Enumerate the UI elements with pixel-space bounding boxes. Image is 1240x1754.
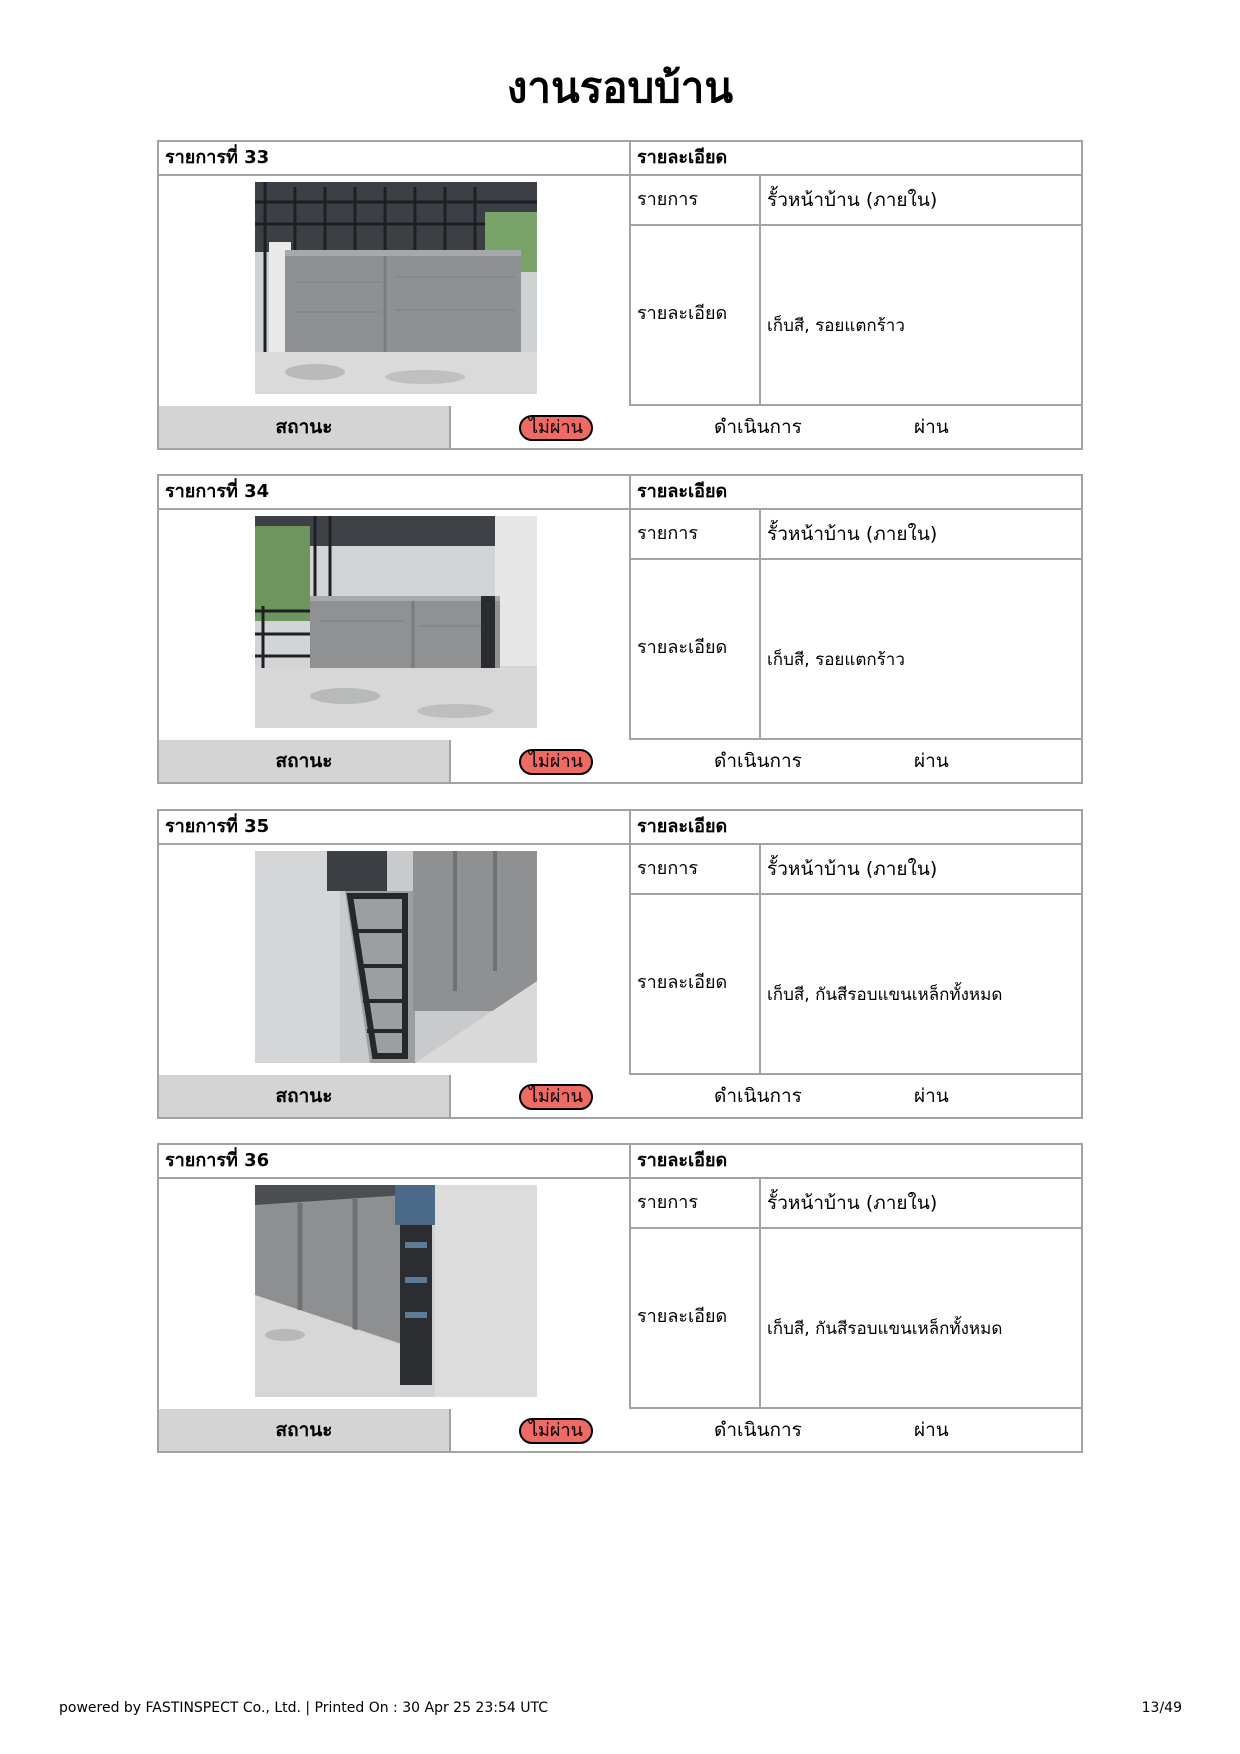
inspection-photo[interactable]	[255, 1185, 537, 1397]
action-label: ดำเนินการ	[714, 750, 802, 772]
item-label: รายการ	[631, 1179, 761, 1229]
item-value: รั้วหน้าบ้าน (ภายใน)	[761, 1179, 1083, 1229]
inspection-item-card	[157, 140, 1083, 450]
item-value: รั้วหน้าบ้าน (ภายใน)	[761, 176, 1083, 226]
inspection-photo[interactable]	[255, 851, 537, 1063]
action-label: ดำเนินการ	[714, 1419, 802, 1441]
item-label: รายการ	[631, 176, 761, 226]
result-label: ผ่าน	[914, 750, 949, 772]
page-number: 13/49	[1141, 1700, 1182, 1716]
photo-cell	[159, 510, 631, 740]
status-label: สถานะ	[159, 1409, 451, 1451]
result-label: ผ่าน	[914, 1419, 949, 1441]
detail-label: รายละเอียด	[631, 560, 761, 740]
status-fail-badge: ไม่ผ่าน	[519, 1418, 593, 1444]
photo-cell	[159, 845, 631, 1075]
detail-value: เก็บสี, กันสีรอบแขนเหล็กทั้งหมด	[761, 1229, 1083, 1409]
inspection-item-card	[157, 809, 1083, 1119]
action-label: ดำเนินการ	[714, 416, 802, 438]
detail-value: เก็บสี, รอยแตกร้าว	[761, 226, 1083, 406]
item-number-header: รายการที่ 35	[159, 811, 631, 845]
action-label: ดำเนินการ	[714, 1085, 802, 1107]
status-label: สถานะ	[159, 1075, 451, 1117]
footer-text: powered by FASTINSPECT Co., Ltd. | Printed On : 30 Apr 25 23:54 UTC	[59, 1700, 548, 1716]
page-title: งานรอบบ้าน	[506, 63, 734, 112]
detail-header: รายละเอียด	[631, 142, 1083, 176]
photo-cell	[159, 1179, 631, 1409]
status-fail-badge: ไม่ผ่าน	[519, 415, 593, 441]
item-number-header: รายการที่ 34	[159, 476, 631, 510]
detail-value: เก็บสี, รอยแตกร้าว	[761, 560, 1083, 740]
item-label: รายการ	[631, 510, 761, 560]
item-number-header: รายการที่ 36	[159, 1145, 631, 1179]
status-fail-badge: ไม่ผ่าน	[519, 749, 593, 775]
status-fail-badge: ไม่ผ่าน	[519, 1084, 593, 1110]
status-label: สถานะ	[159, 406, 451, 448]
detail-header: รายละเอียด	[631, 1145, 1083, 1179]
result-label: ผ่าน	[914, 416, 949, 438]
detail-label: รายละเอียด	[631, 895, 761, 1075]
item-value: รั้วหน้าบ้าน (ภายใน)	[761, 845, 1083, 895]
inspection-photo[interactable]	[255, 182, 537, 394]
inspection-item-card	[157, 474, 1083, 784]
inspection-photo[interactable]	[255, 516, 537, 728]
inspection-item-card	[157, 1143, 1083, 1453]
item-label: รายการ	[631, 845, 761, 895]
photo-cell	[159, 176, 631, 406]
result-label: ผ่าน	[914, 1085, 949, 1107]
detail-header: รายละเอียด	[631, 811, 1083, 845]
detail-label: รายละเอียด	[631, 1229, 761, 1409]
item-value: รั้วหน้าบ้าน (ภายใน)	[761, 510, 1083, 560]
detail-label: รายละเอียด	[631, 226, 761, 406]
detail-value: เก็บสี, กันสีรอบแขนเหล็กทั้งหมด	[761, 895, 1083, 1075]
detail-header: รายละเอียด	[631, 476, 1083, 510]
item-number-header: รายการที่ 33	[159, 142, 631, 176]
status-label: สถานะ	[159, 740, 451, 782]
